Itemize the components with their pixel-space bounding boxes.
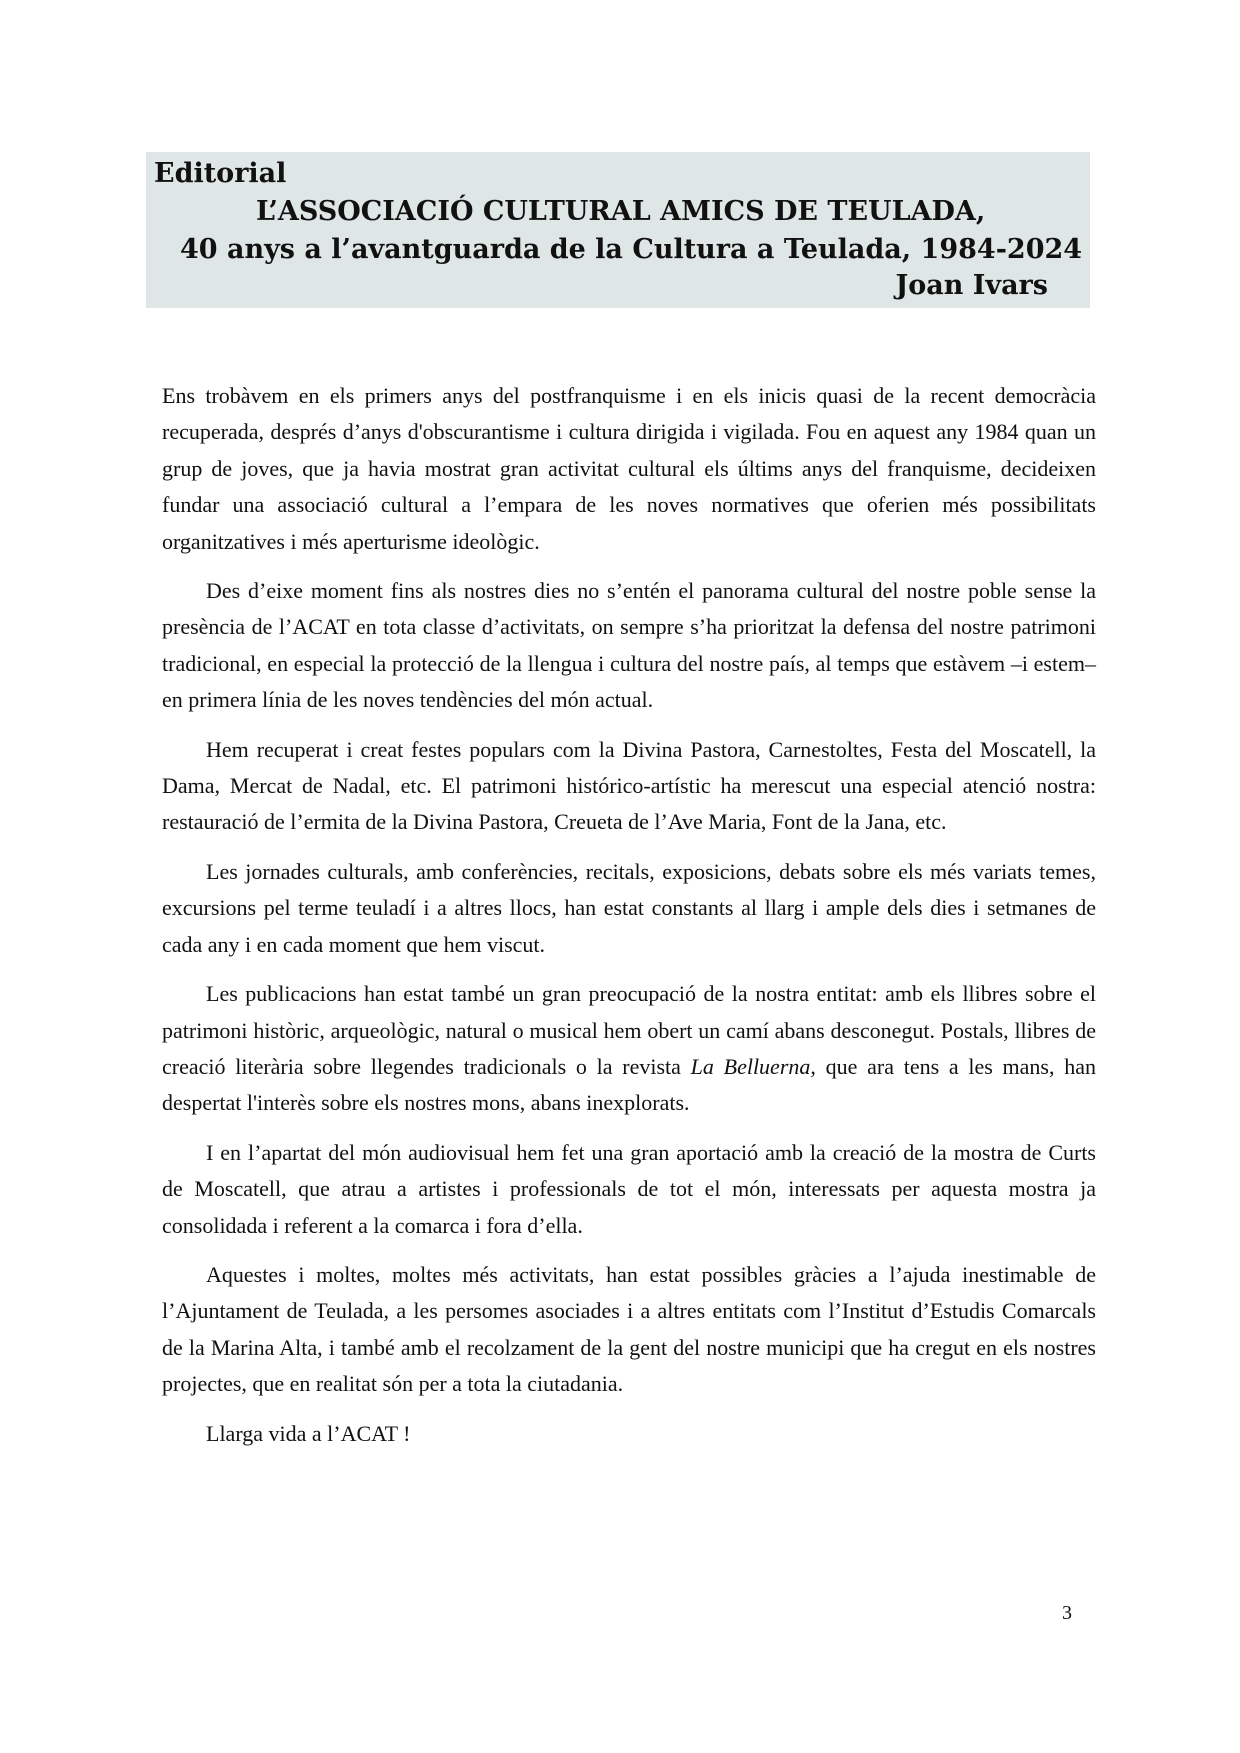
author-name: Joan Ivars bbox=[895, 270, 1048, 301]
section-label: Editorial bbox=[154, 158, 287, 189]
paragraph-5 bbox=[162, 976, 1096, 1122]
article-title-line-1: L’ASSOCIACIÓ CULTURAL AMICS DE TEULADA, bbox=[256, 196, 986, 227]
paragraph-6: I en l’apartat del món audiovisual hem fet una gran aportació amb la creació de la mostra de Curts de Moscatell, que atrau a artistes i professionals de tot el món, interessats per aquesta mostra ja consolidada i referent a la comarca i fora d’ella. bbox=[162, 1139, 1096, 1238]
paragraph-2: Des d’eixe moment fins als nostres dies no s’entén el panorama cultural del nostre poble sense la presència de l’ACAT en tota classe d’activitats, on sempre s’ha prioritzat la defensa del nostre patrimoni tradicional, en especial la protecció de la llengua i cultura del nostre país, al temps que estàvem –i estem– en primera línia de les noves tendències del món actual. bbox=[162, 578, 1096, 713]
paragraph-7: Aquestes i moltes, moltes més activitats, han estat possibles gràcies a l’ajuda inestimable de l’Ajuntament de Teulada, a les persomes asociades i a altres entitats com l’Institut d’Estudis Comarcals de la Marina Alta, i també amb el recolzament de la gent del nostre municipi que ha cregut en els nostres projectes, que en realitat són per a tota la ciutadania. bbox=[162, 1261, 1096, 1397]
paragraph-5-text-end: , que ara tens a les mans, han despertat l'interès sobre els nostres mons, abans inexplorats. bbox=[162, 1053, 1096, 1116]
article-body bbox=[162, 378, 1096, 1465]
paragraph-1: Ens trobàvem en els primers anys del postfranquisme i en els inicis quasi de la recent democràcia recuperada, després d’anys d'obscurantisme i cultura dirigida i vigilada. Fou en aquest any 1984 quan un grup de joves, que ja havia mostrat gran activitat cultural els últims anys del franquisme, decideixen fundar una associació cultural a l’empara de les noves normatives que oferien més possibilitats organitzatives i més aperturisme ideològic. bbox=[162, 383, 1096, 554]
page-number: 3 bbox=[1062, 1602, 1072, 1624]
paragraph-3: Hem recuperat i creat festes populars com la Divina Pastora, Carnestoltes, Festa del Moscatell, la Dama, Mercat de Nadal, etc. El patrimoni histórico-artístic ha merescut una especial atenció nostra: restauració de l’ermita de la Divina Pastora, Creueta de l’Ave Maria, Font de la Jana, etc. bbox=[162, 736, 1096, 835]
paragraph-5-text-start: Les publicacions han estat també un gran preocupació de la nostra entitat: amb els llibres sobre el patrimoni històric, arqueològic, natural o musical hem obert un camí abans desconegut. Postals, llibres de creació literària sobre llegendes tradicionals o la revista bbox=[162, 981, 1096, 1079]
magazine-title: La Belluerna bbox=[690, 1053, 811, 1079]
article-title-line-2: 40 anys a l’avantguarda de la Cultura a Teulada, 1984-2024 bbox=[180, 234, 1083, 265]
editorial-header bbox=[146, 152, 1090, 308]
closing-line: Llarga vida a l’ACAT ! bbox=[206, 1420, 411, 1446]
paragraph-4: Les jornades culturals, amb conferències, recitals, exposicions, debats sobre els més variats temes, excursions pel terme teuladí i a altres llocs, han estat constants al llarg i ample dels dies i setmanes de cada any i en cada moment que hem viscut. bbox=[162, 858, 1096, 957]
